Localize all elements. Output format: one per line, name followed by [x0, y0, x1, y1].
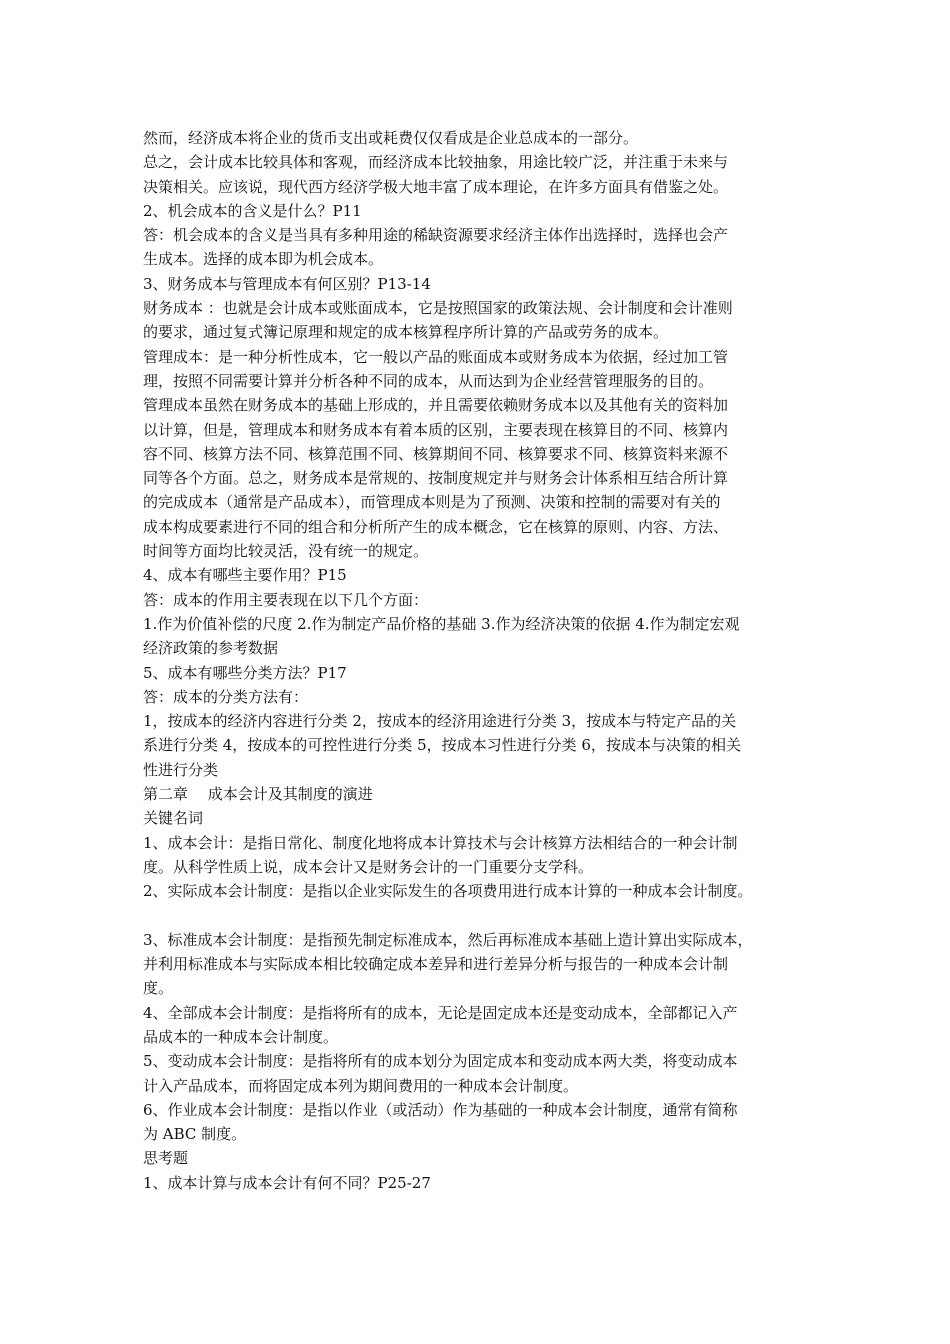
text-line: 度。从科学性质上说，成本会计又是财务会计的一门重要分支学科。: [143, 857, 594, 876]
text-line: 时间等方面均比较灵活，没有统一的规定。: [143, 542, 429, 561]
text-line: 并利用标准成本与实际成本相比较确定成本差异和进行差异分析与报告的一种成本会计制: [143, 955, 729, 974]
text-line: 管理成本虽然在财务成本的基础上形成的，并且需要依赖财务成本以及其他有关的资料加: [143, 396, 729, 415]
text-line: 为 ABC 制度。: [143, 1125, 247, 1144]
text-line: 答：机会成本的含义是当具有多种用途的稀缺资源要求经济主体作出选择时，选择也会产: [143, 226, 729, 245]
text-line: 生成本。选择的成本即为机会成本。: [143, 250, 384, 269]
text-line: 度。: [143, 979, 174, 998]
text-line: 1，按成本的经济内容进行分类 2，按成本的经济用途进行分类 3，按成本与特定产品的关: [143, 712, 737, 731]
section-heading: 思考题: [143, 1149, 189, 1168]
text-line: 管理成本：是一种分析性成本，它一般以产品的账面成本或财务成本为依据，经过加工管: [143, 347, 729, 366]
text-line: 6、作业成本会计制度：是指以作业（或活动）作为基础的一种成本会计制度，通常有简称: [143, 1100, 738, 1119]
text-line: 5、变动成本会计制度：是指将所有的成本划分为固定成本和变动成本两大类，将变动成本: [143, 1052, 738, 1071]
question-heading: 2、机会成本的含义是什么？P11: [143, 201, 362, 220]
document-page: [143, 126, 823, 1195]
question-heading: 3、财务成本与管理成本有何区别？P13-14: [143, 274, 431, 293]
text-line: 然而，经济成本将企业的货币支出或耗费仅仅看成是企业总成本的一部分。: [143, 129, 639, 147]
text-line: 的完成成本（通常是产品成本），而管理成本则是为了预测、决策和控制的需要对有关的: [143, 493, 721, 512]
chapter-heading: 第二章 成本会计及其制度的演进: [143, 785, 373, 804]
text-line: 性进行分类: [143, 760, 219, 779]
text-line: 同等各个方面。总之，财务成本是常规的、按制度规定并与财务会计体系相互结合所计算: [143, 469, 729, 488]
text-line: 计入产品成本，而将固定成本列为期间费用的一种成本会计制度。: [143, 1076, 579, 1095]
text-line: 成本构成要素进行不同的组合和分析所产生的成本概念，它在核算的原则、内容、方法、: [143, 517, 729, 536]
text-line: 理，按照不同需要计算并分析各种不同的成本，从而达到为企业经营管理服务的目的。: [143, 371, 714, 390]
question-heading: 4、成本有哪些主要作用？P15: [143, 566, 347, 585]
text-line: 4、全部成本会计制度：是指将所有的成本，无论是固定成本还是变动成本，全部都记入产: [143, 1003, 738, 1022]
text-line: 决策相关。应该说，现代西方经济学极大地丰富了成本理论，在许多方面具有借鉴之处。: [143, 177, 729, 196]
text-line: 总之，会计成本比较具体和客观，而经济成本比较抽象，用途比较广泛，并注重于未来与: [143, 153, 729, 172]
text-line: 容不同、核算方法不同、核算范围不同、核算期间不同、核算要求不同、核算资料来源不: [143, 444, 729, 463]
text-line: 的要求，通过复式簿记原理和规定的成本核算程序所计算的产品或劳务的成本。: [143, 323, 669, 342]
text-line: 品成本的一种成本会计制度。: [143, 1027, 339, 1046]
text-line: 2、实际成本会计制度：是指以企业实际发生的各项费用进行成本计算的一种成本会计制度。: [143, 882, 753, 901]
text-line: 3、标准成本会计制度：是指预先制定标准成本，然后再标准成本基础上造计算出实际成本，: [143, 930, 753, 949]
text-line: 以计算，但是，管理成本和财务成本有着本质的区别，主要表现在核算目的不同、核算内: [143, 420, 729, 439]
text-line: 经济政策的参考数据: [143, 639, 279, 658]
text-line: 答：成本的作用主要表现在以下几个方面：: [143, 590, 429, 609]
text-line: 财务成本 ：也就是会计成本或账面成本，它是按照国家的政策法规、会计制度和会计准则: [143, 299, 733, 318]
text-line: 1、成本会计：是指日常化、制度化地将成本计算技术与会计核算方法相结合的一种会计制: [143, 833, 738, 852]
question-heading: 5、成本有哪些分类方法？P17: [143, 663, 347, 682]
question-heading: 1、成本计算与成本会计有何不同？P25-27: [143, 1173, 431, 1192]
blank-line: [143, 904, 823, 928]
text-line: 答：成本的分类方法有：: [143, 687, 309, 706]
text-line: 1.作为价值补偿的尺度 2.作为制定产品价格的基础 3.作为经济决策的依据 4.作为制定宏观: [143, 614, 740, 633]
text-line: 系进行分类 4，按成本的可控性进行分类 5，按成本习性进行分类 6，按成本与决策的相关: [143, 736, 741, 755]
section-heading: 关键名词: [143, 809, 204, 828]
